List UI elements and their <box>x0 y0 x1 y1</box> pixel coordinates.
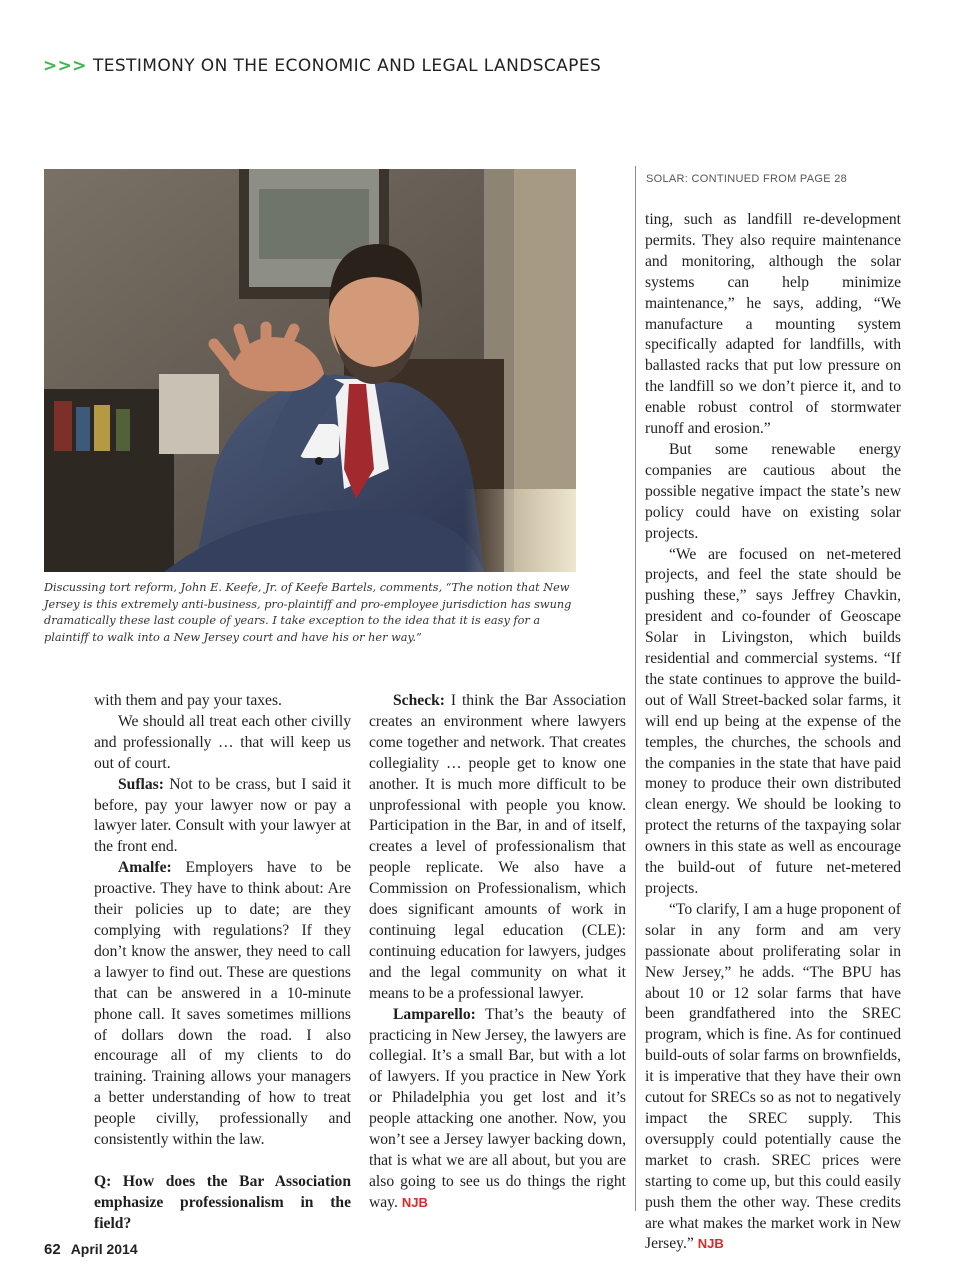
speaker-name: Amalfe: <box>118 859 172 877</box>
paragraph <box>369 1005 626 1214</box>
speaker-text: That’s the beauty of practicing in New Jersey, the lawyers are collegial. It’s a small Bar, but with a lot of lawyers. If you practice in New York or Philadelphia you get lost and it’s people attacking one another. Now, you won’t see a Jersey lawyer backing down, that is what we are all about, but you are also going to see us do things the right way. <box>369 1005 626 1211</box>
speaker-name: Scheck: <box>393 692 445 709</box>
paragraph: “We are focused on net-metered projects, and feel the state should be pushing these,” says Jeffrey Chavkin, president and co-founder of Geoscape Solar in Livingston, which builds residential and commercial systems. “If the state continues to approve the build-out of Wall Street-backed solar farms, it will end up being at the expense of the temples, the churches, the schools and the companies in the state that have paid money to produce their own distributed clean energy. We should be looking to protect the returns of the taxpaying solar owners in this state as well as encourage the build-out of future net-metered projects. <box>645 545 901 897</box>
njb-end-mark: NJB <box>401 1194 428 1210</box>
paragraph: with them and pay your taxes. <box>94 692 282 709</box>
article-photo <box>44 169 576 572</box>
caption-text: Discussing tort reform, John E. Keefe, Jr. of Keefe Bartels, comments, “The notion that New Jersey is this extremely anti-business, pro-plaintiff and pro-employee jurisdiction has swung dramatically these last couple of years. I take exception to the idea that it is easy for a plaintiff to walk into a New Jersey court and have his or her way.” <box>44 581 572 644</box>
page-number: 62 <box>44 1241 61 1258</box>
speaker-text: I think the Bar Association creates an environment where lawyers come together and network. That creates collegiality … people get to know one another. It is much more difficult to be unprofessional with people you know. Participation in the Bar, in and of itself, creates a level of professionalism that people replicate. We also have a Commission on Professionalism, which does significant amounts of work in continuing legal education (CLE): continuing education for lawyers, judges and the legal community on what it means to be a professional lawyer. <box>369 692 626 1002</box>
paragraph: ting, such as landfill re-development permits. They also require maintenance and monitoring, although the solar systems can help minimize maintenance,” he says, adding, “We manufacture a mounting system specifically adapted for landfills, with ballasted racks that put low pressure on the landfill so we don’t pierce it, and to enable robust control of stormwater runoff and erosion.” <box>645 211 901 438</box>
issue-date: April 2014 <box>70 1241 138 1257</box>
header-arrows: >>> <box>43 56 87 76</box>
paragraph <box>645 900 901 1255</box>
paragraph-text: “To clarify, I am a huge proponent of solar in any form and am very passionate about proliferating solar in New Jersey,” he adds. “The BPU has about 10 or 12 solar farms that have been grandfathered into the SREC program, which is fine. As for continued build-outs of solar farms on brownfields, it is imperative that they have their own cutout for SRECs so as not to negatively impact the SREC supply. This oversupply could potentially cause the market to crash. SREC prices were starting to come up, but this could easily push them the other way. These credits are what makes the market work in New Jersey.” <box>645 900 901 1253</box>
article-column-1 <box>94 691 351 1235</box>
section-title: TESTIMONY ON THE ECONOMIC AND LEGAL LANDSCAPES <box>92 56 602 76</box>
speaker-name: Suflas: <box>118 775 164 793</box>
paragraph <box>369 691 626 1005</box>
speaker-name: Lamparello: <box>393 1005 476 1023</box>
photo-caption <box>44 580 584 646</box>
article-column-2 <box>369 691 626 1214</box>
page-footer <box>44 1241 138 1258</box>
section-header <box>43 56 601 76</box>
paragraph <box>94 858 351 1151</box>
interview-question: Q: How does the Bar Association emphasize professionalism in the field? <box>94 1172 351 1232</box>
paragraph: We should all treat each other civilly and professionally … that will keep us out of court. <box>94 712 351 772</box>
njb-end-mark: NJB <box>697 1236 724 1252</box>
paragraph <box>94 775 351 859</box>
article-column-3 <box>645 210 901 1255</box>
column-divider <box>635 166 636 1211</box>
speaker-text: Not to be crass, but I said it before, pay your lawyer now or pay a lawyer later. Consult with your lawyer at the front end. <box>94 775 351 856</box>
continued-note: SOLAR: CONTINUED FROM PAGE 28 <box>646 173 848 185</box>
portrait-illustration <box>44 169 576 572</box>
paragraph: But some renewable energy companies are cautious about the possible negative impact the state’s new policy could have on existing solar projects. <box>645 440 901 542</box>
speaker-text: Employers have to be proactive. They have to think about: Are their policies up to date; are they complying with regulations? If they don’t know the answer, they need to call a lawyer to find out. These are questions that can be answered in a 10-minute phone call. It saves sometimes millions of dollars down the road. I also encourage all of my clients to do training. Training allows your managers a better understanding of how to treat people civilly, professionally and consistently within the law. <box>94 859 351 1149</box>
